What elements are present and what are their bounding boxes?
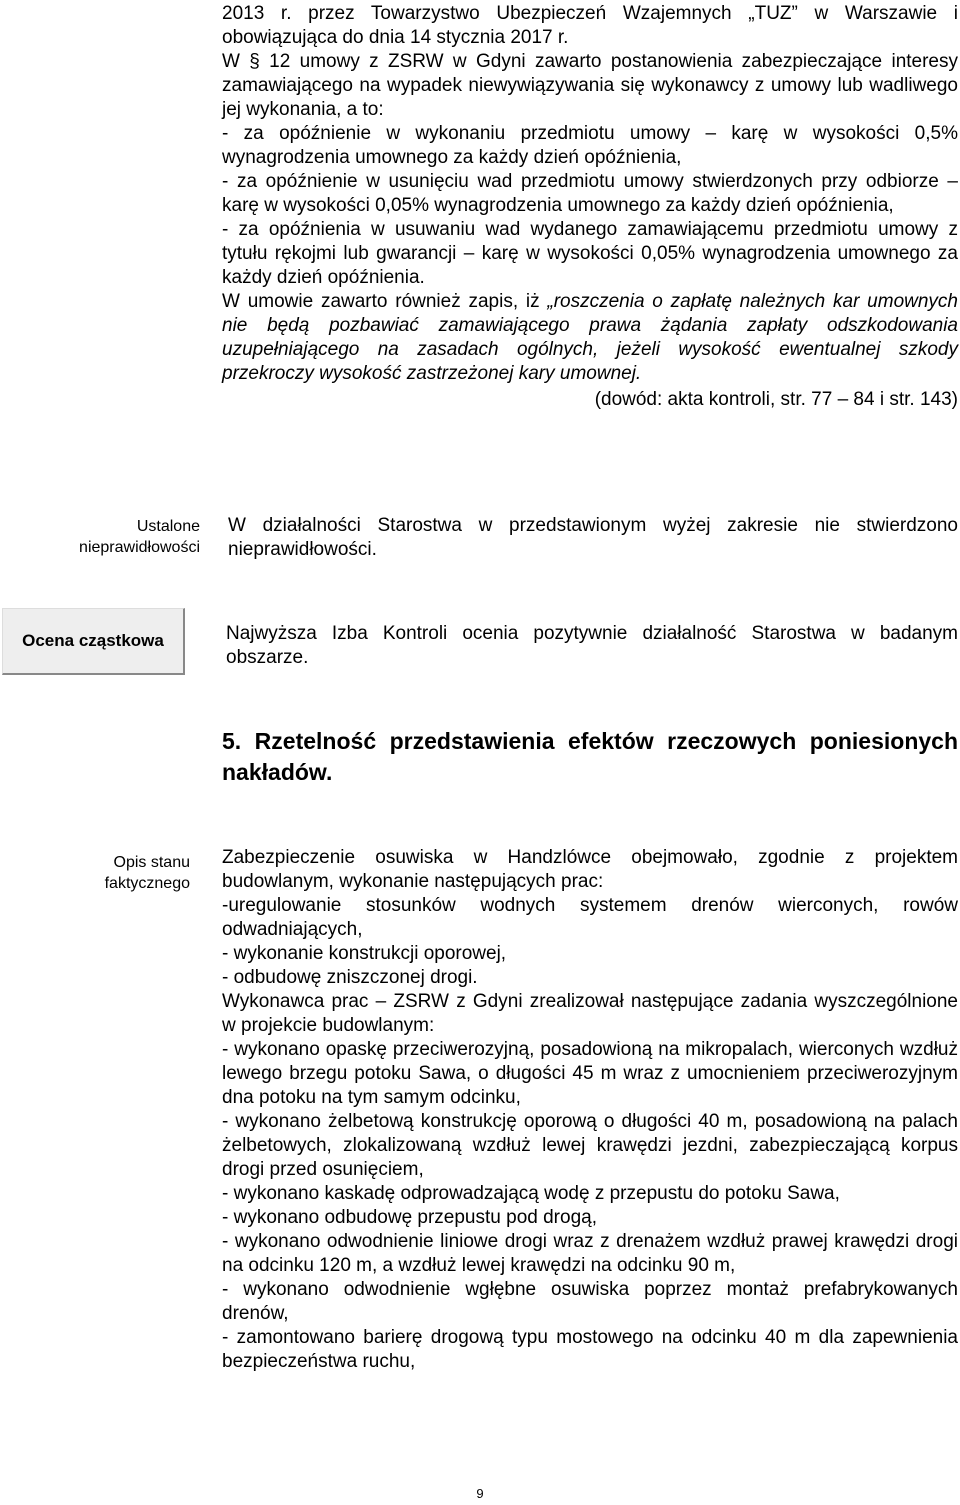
contract-penalties-section	[222, 2, 958, 412]
facts-paragraph: Zabezpieczenie osuwiska w Handzlówce obejmowało, zgodnie z projektem budowlanym, wykonanie następujących prac:	[222, 847, 958, 892]
facts-paragraph: - wykonano odwodnienie wgłębne osuwiska poprzez montaż prefabrykowanych drenów,	[222, 1279, 958, 1324]
facts-paragraph: - wykonanie konstrukcji oporowej,	[222, 943, 507, 964]
paragraph-insurance: 2013 r. przez Towarzystwo Ubezpieczeń Wzajemnych „TUZ” w Warszawie i obowiązująca do dnia 14 stycznia 2017 r.	[222, 3, 958, 48]
facts-body	[222, 846, 958, 1374]
penalty-item-1: - za opóźnienie w wykonaniu przedmiotu umowy – karę w wysokości 0,5% wynagrodzenia umownego za każdy dzień opóźnienia,	[222, 123, 958, 168]
penalty-item-3: - za opóźnienia w usuwaniu wad wydanego zamawiającemu przedmiotu umowy z tytułu rękojmi lub gwarancji – karę w wysokości 0,05% wynagrodzenia umownego za każdy dzień opóźnienia.	[222, 219, 958, 288]
facts-paragraph: - wykonano kaskadę odprowadzającą wodę z przepustu do potoku Sawa,	[222, 1183, 840, 1204]
paragraph-damages-clause	[222, 290, 958, 386]
facts-paragraph: Wykonawca prac – ZSRW z Gdyni zrealizował następujące zadania wyszczególnione w projekcie budowlanym:	[222, 991, 958, 1036]
facts-paragraph: - wykonano odwodnienie liniowe drogi wraz z drenażem wzdłuż prawej krawędzi drogi na odcinku 120 m, a wzdłuż lewej krawędzi na odcinku 90 m,	[222, 1231, 958, 1276]
facts-paragraph: - zamontowano barierę drogową typu mostowego na odcinku 40 m dla zapewnienia bezpieczeństwa ruchu,	[222, 1327, 958, 1372]
irregularities-label: Ustalone nieprawidłowości	[79, 518, 200, 556]
clause-quote: „roszczenia o zapłatę należnych kar umownych nie będą pozbawiać zamawiającego prawa żądania zapłaty odszkodowania uzupełniającego na zasadach ogólnych, jeżeli wysokość ewentualnej szkody przekroczy wysokość zastrzeżonej kary umownej.	[222, 291, 958, 384]
facts-label: Opis stanu faktycznego	[104, 854, 190, 892]
assessment-label: Ocena cząstkowa	[2, 608, 185, 675]
facts-paragraph: - wykonano opaskę przeciwerozyjną, posadowioną na mikropalach, wierconych wzdłuż lewego brzegu potoku Sawa, o długości 45 m wraz z umocnieniem przeciwerozyjnym dna potoku na tym samym odcinku,	[222, 1039, 958, 1108]
evidence-reference: (dowód: akta kontroli, str. 77 – 84 i str. 143)	[594, 389, 958, 410]
section-5-heading: 5. Rzetelność przedstawienia efektów rzeczowych poniesionych nakładów.	[222, 728, 958, 785]
irregularities-text: W działalności Starostwa w przedstawionym wyżej zakresie nie stwierdzono nieprawidłowości.	[228, 515, 958, 560]
facts-paragraph: - odbudowę zniszczonej drogi.	[222, 967, 478, 988]
page-number: 9	[476, 1486, 484, 1501]
clause-intro: W umowie zawarto również zapis, iż	[222, 291, 548, 312]
facts-paragraph: - wykonano odbudowę przepustu pod drogą,	[222, 1207, 597, 1228]
penalty-item-2: - za opóźnienie w usunięciu wad przedmiotu umowy stwierdzonych przy odbiorze – karę w wysokości 0,05% wynagrodzenia umownego za każdy dzień opóźnienia,	[222, 171, 958, 216]
facts-paragraph: - wykonano żelbetową konstrukcję oporową o długości 40 m, posadowioną na palach żelbetowych, zlokalizowaną wzdłuż lewej krawędzi jezdni, zabezpieczającą korpus drogi przed osunięciem,	[222, 1111, 958, 1180]
facts-paragraph: -uregulowanie stosunków wodnych systemem drenów wierconych, rowów odwadniających,	[222, 895, 958, 940]
assessment-text: Najwyższa Izba Kontroli ocenia pozytywnie działalność Starostwa w badanym obszarze.	[226, 623, 958, 668]
paragraph-contract-clause: W § 12 umowy z ZSRW w Gdyni zawarto postanowienia zabezpieczające interesy zamawiającego na wypadek niewywiązywania się wykonawcy z umowy lub wadliwego jej wykonania, a to:	[222, 51, 958, 120]
